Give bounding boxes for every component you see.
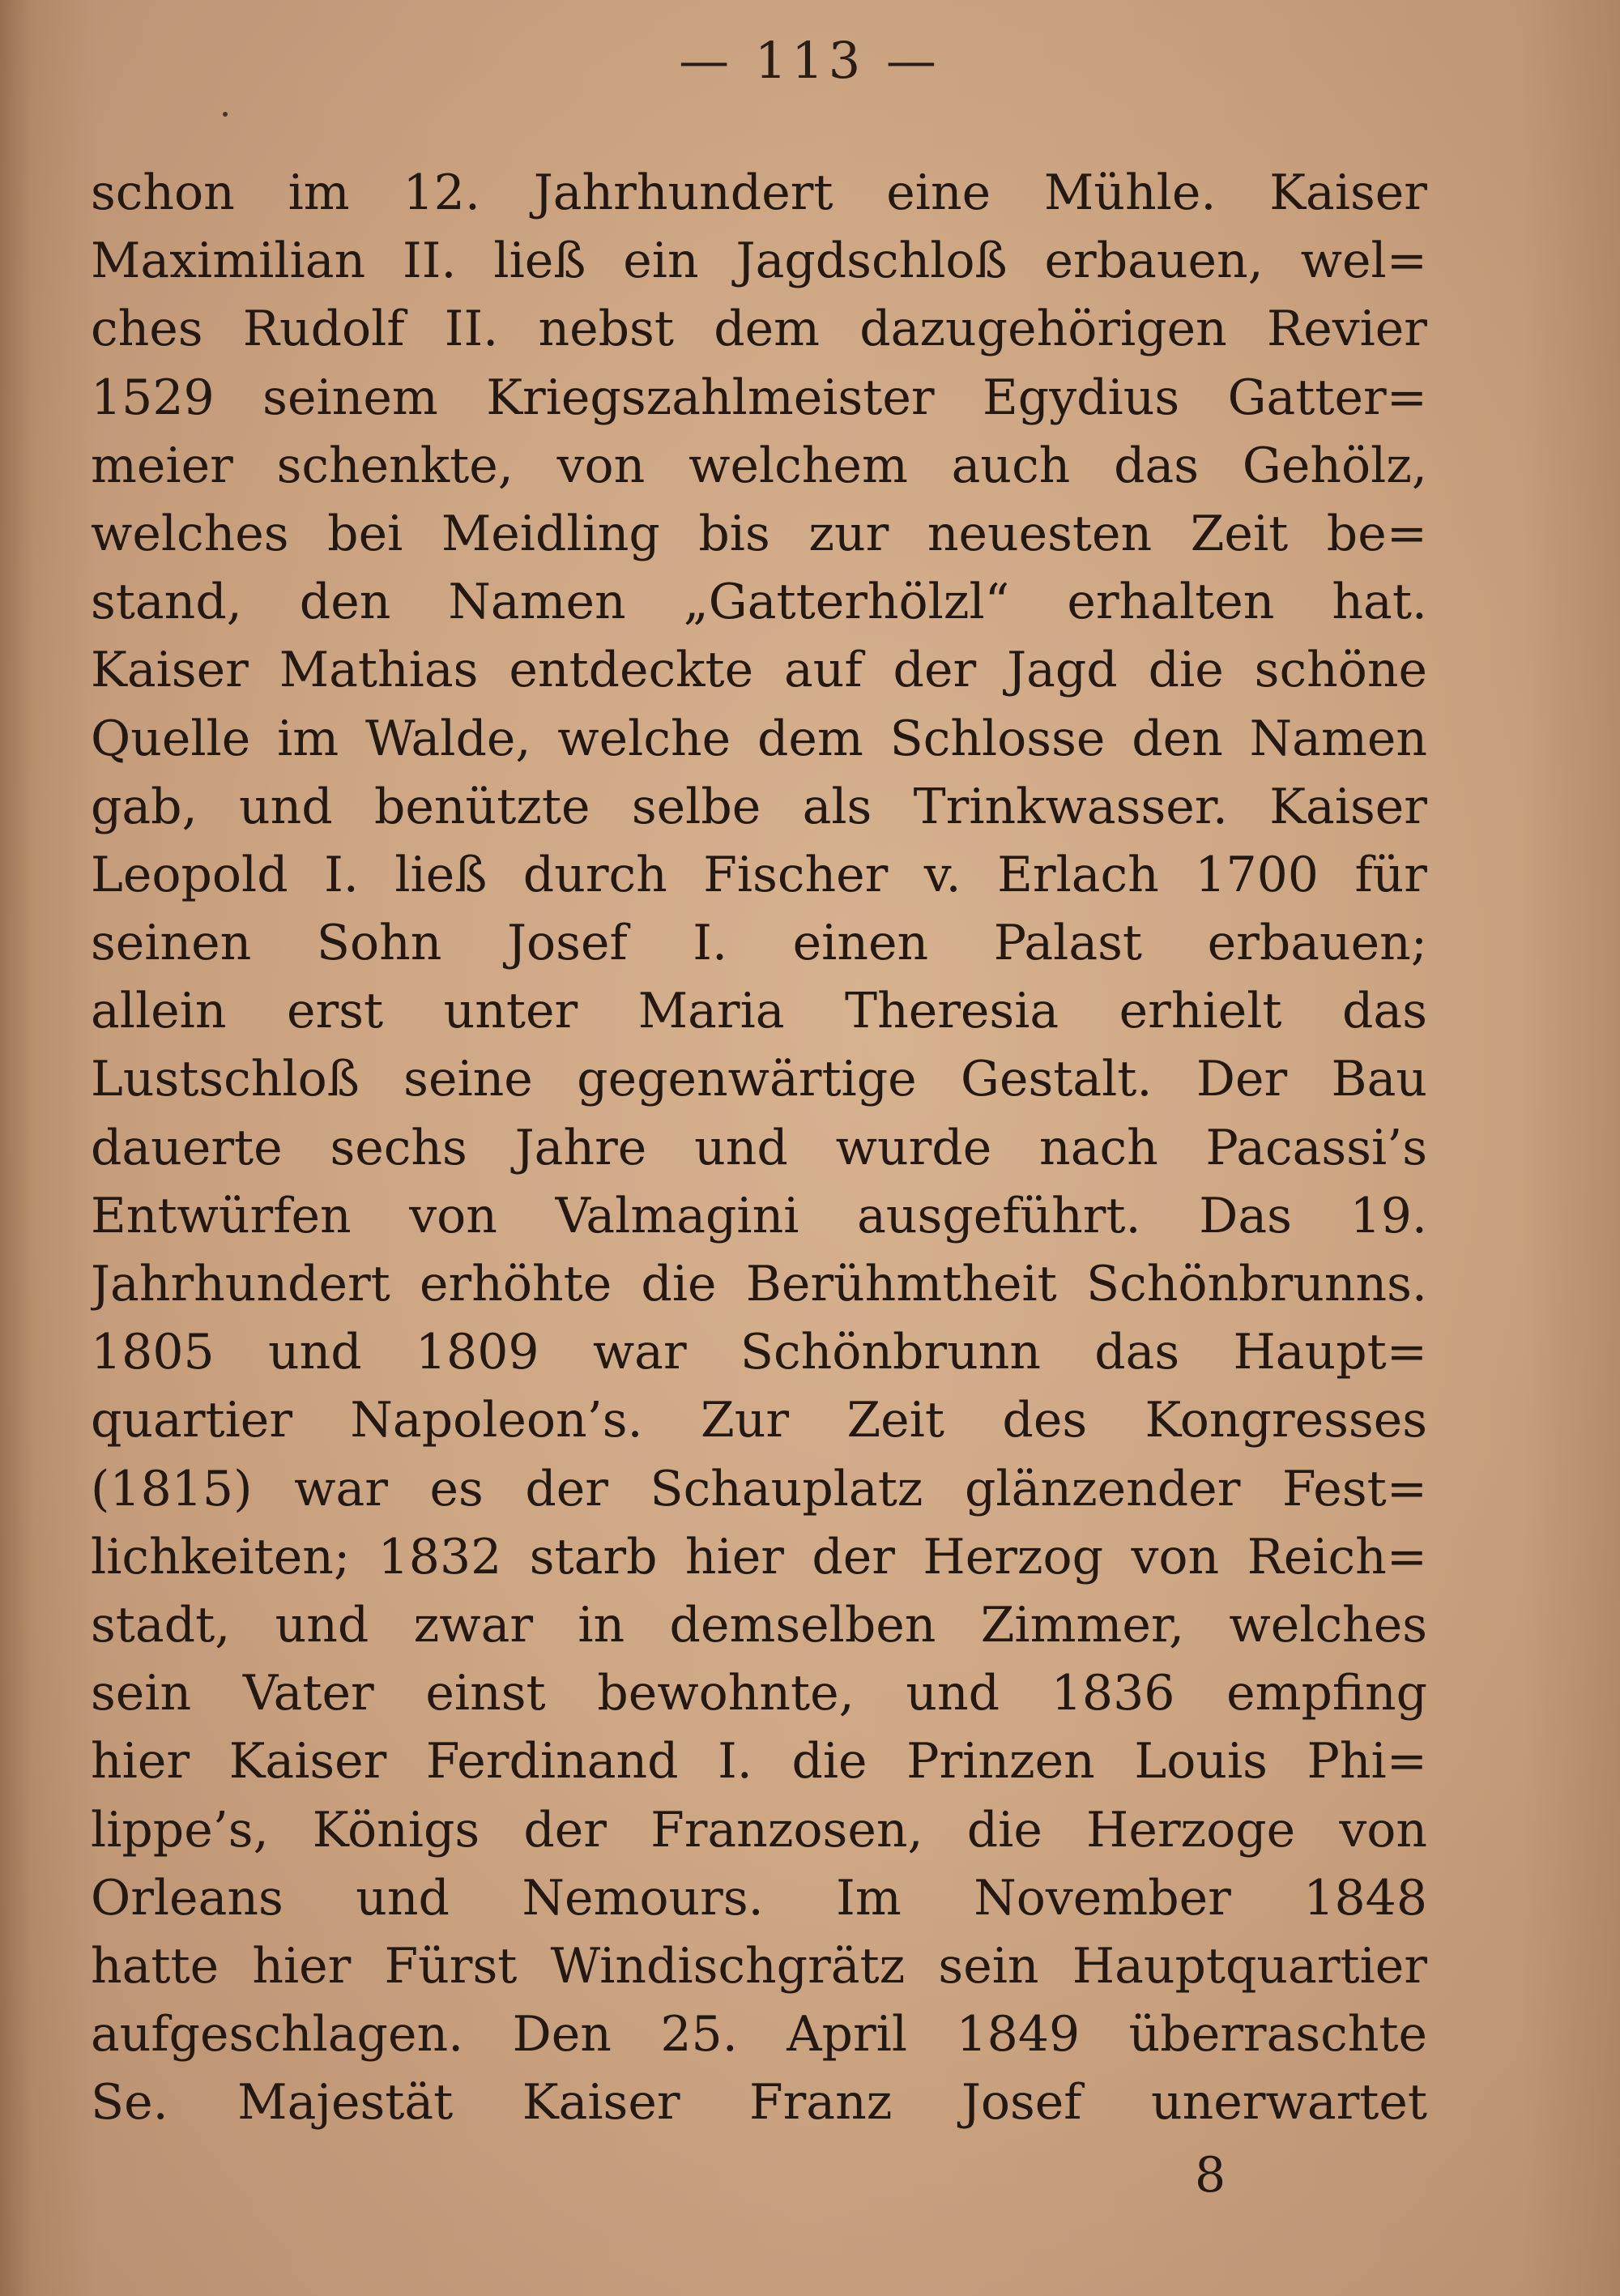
text-line: Orleans und Nemours. Im November 1848 — [91, 1869, 1427, 1927]
text-line: gab, und benützte selbe als Trinkwasser. Kaiser — [91, 778, 1427, 835]
signature-mark: 8 — [1195, 2147, 1226, 2204]
text-line: schon im 12. Jahrhundert eine Mühle. Kaiser — [91, 164, 1427, 221]
text-line: Lustschloß seine gegenwärtige Gestalt. Der Bau — [91, 1051, 1427, 1108]
text-line: hatte hier Fürst Windischgrätz sein Hauptquartier — [91, 1937, 1427, 1995]
text-line: Leopold I. ließ durch Fischer v. Erlach 1700 für — [91, 846, 1427, 903]
paper-speck — [223, 112, 228, 117]
text-line: welches bei Meidling bis zur neuesten Zeit be= — [91, 505, 1427, 562]
text-line: ches Rudolf II. nebst dem dazugehörigen Revier — [91, 301, 1427, 358]
text-line: stand, den Namen „Gatterhölzl“ erhalten hat. — [91, 574, 1427, 631]
text-line: (1815) war es der Schauplatz glänzender Fest= — [91, 1460, 1427, 1517]
text-line: aufgeschlagen. Den 25. April 1849 überraschte — [91, 2006, 1427, 2063]
left-edge-shadow — [0, 0, 32, 2296]
text-line: Maximilian II. ließ ein Jagdschloß erbauen, wel= — [91, 233, 1427, 290]
text-line: hier Kaiser Ferdinand I. die Prinzen Louis Phi= — [91, 1733, 1427, 1790]
text-line: meier schenkte, von welchem auch das Gehölz, — [91, 437, 1427, 494]
text-line: 1805 und 1809 war Schönbrunn das Haupt= — [91, 1324, 1427, 1381]
body-text — [91, 159, 1427, 2136]
text-line: Entwürfen von Valmagini ausgeführt. Das 19. — [91, 1187, 1427, 1244]
text-line: 1529 seinem Kriegszahlmeister Egydius Gatter= — [91, 369, 1427, 426]
text-line: Se. Majestät Kaiser Franz Josef unerwartet — [91, 2074, 1427, 2132]
text-line: seinen Sohn Josef I. einen Palast erbauen; — [91, 915, 1427, 972]
text-line: sein Vater einst bewohnte, und 1836 empfing — [91, 1665, 1427, 1722]
text-line: stadt, und zwar in demselben Zimmer, welches — [91, 1596, 1427, 1654]
text-line: allein erst unter Maria Theresia erhielt das — [91, 983, 1427, 1040]
text-line: Quelle im Walde, welche dem Schlosse den Namen — [91, 710, 1427, 767]
text-line: dauerte sechs Jahre und wurde nach Pacassi’s — [91, 1119, 1427, 1176]
text-line: lichkeiten; 1832 starb hier der Herzog von Reich= — [91, 1528, 1427, 1585]
text-line: Jahrhundert erhöhte die Berühmtheit Schönbrunns. — [91, 1256, 1427, 1312]
text-line: quartier Napoleon’s. Zur Zeit des Kongresses — [91, 1392, 1427, 1449]
text-line: lippe’s, Königs der Franzosen, die Herzoge von — [91, 1801, 1427, 1859]
text-line: Kaiser Mathias entdeckte auf der Jagd die schöne — [91, 642, 1427, 699]
page-header: — 113 — — [679, 31, 941, 90]
